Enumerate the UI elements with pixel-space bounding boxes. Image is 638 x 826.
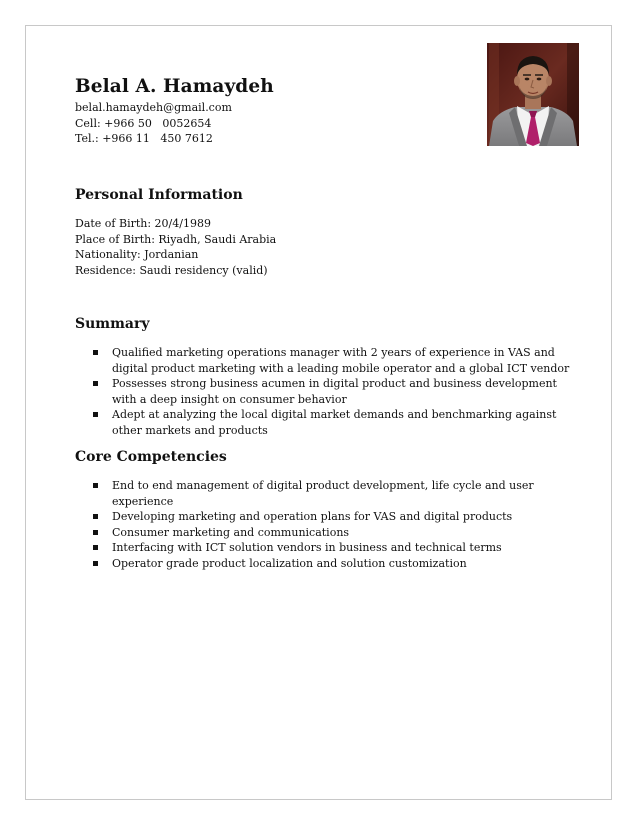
list-item xyxy=(75,345,575,376)
bullet-square-icon xyxy=(93,412,98,417)
profile-photo xyxy=(487,43,579,146)
list-item xyxy=(75,407,575,438)
competency-item-text: Operator grade product localization and solution customization xyxy=(112,556,467,570)
summary-heading: Summary xyxy=(75,316,150,332)
list-item xyxy=(75,556,575,572)
summary-item-text: Qualified marketing operations manager with 2 years of experience in VAS and digital product marketing with a leading mobile operator and a global ICT vendor xyxy=(112,346,570,375)
personal-info-block xyxy=(75,216,276,278)
bullet-square-icon xyxy=(93,530,98,535)
contact-block xyxy=(75,100,232,147)
bullet-square-icon xyxy=(93,561,98,566)
list-item xyxy=(75,509,575,525)
competency-item-text: Consumer marketing and communications xyxy=(112,525,350,539)
bullet-square-icon xyxy=(93,545,98,550)
personal-info-heading: Personal Information xyxy=(75,187,243,203)
bullet-square-icon xyxy=(93,514,98,519)
competency-item-text: End to end management of digital product development, life cycle and user experience xyxy=(112,479,534,508)
summary-list xyxy=(75,345,575,438)
date-of-birth-text: Date of Birth: 20/4/1989 xyxy=(75,217,211,230)
core-competencies-heading: Core Competencies xyxy=(75,449,227,465)
residence-text: Residence: Saudi residency (valid) xyxy=(75,263,268,277)
list-item xyxy=(75,525,575,541)
core-competencies-list xyxy=(75,478,575,571)
bullet-square-icon xyxy=(93,483,98,488)
bullet-square-icon xyxy=(93,381,98,386)
competency-item-text: Developing marketing and operation plans for VAS and digital products xyxy=(112,510,513,523)
nationality-text: Nationality: Jordanian xyxy=(75,248,199,261)
portrait-icon xyxy=(487,43,579,146)
cell-phone-text: Cell: +966 50 0052654 xyxy=(75,116,212,130)
candidate-name: Belal A. Hamaydeh xyxy=(75,76,274,97)
telephone-text: Tel.: +966 11 450 7612 xyxy=(75,132,213,145)
place-of-birth-text: Place of Birth: Riyadh, Saudi Arabia xyxy=(75,232,277,246)
list-item xyxy=(75,376,575,407)
email-text: belal.hamaydeh@gmail.com xyxy=(75,101,232,114)
summary-item-text: Adept at analyzing the local digital market demands and benchmarking against other markets and products xyxy=(112,408,557,437)
summary-item-text: Possesses strong business acumen in digital product and business development with a deep insight on consumer behavior xyxy=(112,377,557,406)
list-item xyxy=(75,478,575,509)
bullet-square-icon xyxy=(93,350,98,355)
list-item xyxy=(75,540,575,556)
competency-item-text: Interfacing with ICT solution vendors in business and technical terms xyxy=(112,541,502,554)
